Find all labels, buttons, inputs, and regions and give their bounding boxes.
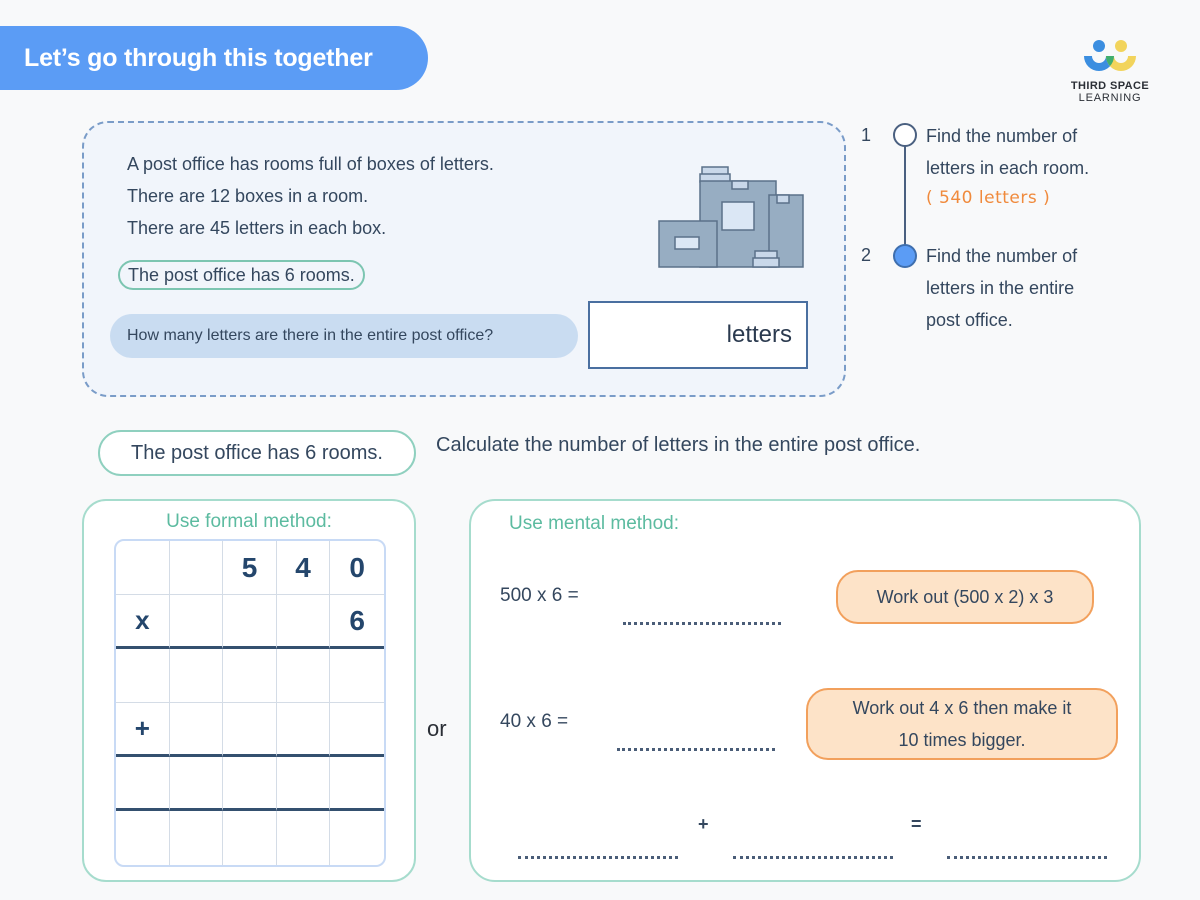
logo-text-line2: LEARNING xyxy=(1078,92,1142,104)
step-1-number: 1 xyxy=(861,125,872,145)
mental-method-card xyxy=(469,499,1141,882)
hint-40x6-line2: 10 times bigger. xyxy=(898,730,1026,750)
step-2-circle-icon xyxy=(893,244,917,268)
answer-unit-label: letters xyxy=(726,321,792,348)
grid-cell[interactable] xyxy=(223,757,277,811)
rooms-reminder-text: The post office has 6 rooms. xyxy=(131,441,383,464)
question-text: How many letters are there in the entire post office? xyxy=(127,327,494,344)
multiply-sign-cell: x xyxy=(116,595,170,649)
formal-method-card xyxy=(82,499,416,882)
grid-cell[interactable] xyxy=(223,595,277,649)
hint-40x6-line1: Work out 4 x 6 then make it xyxy=(852,698,1072,718)
step-1-answer-note: ( 540 letters ) xyxy=(926,188,1051,208)
grid-cell[interactable] xyxy=(170,703,224,757)
grid-cell[interactable] xyxy=(330,649,384,703)
hint-40x6 xyxy=(806,688,1118,760)
word-problem-card xyxy=(82,121,846,397)
sum-blank-1[interactable] xyxy=(518,856,678,859)
step-1-text-line2: letters in each room. xyxy=(926,158,1090,178)
grid-cell[interactable] xyxy=(116,649,170,703)
problem-line-3: There are 45 letters in each box. xyxy=(127,218,387,238)
answer-blank-500x6[interactable] xyxy=(623,622,781,625)
grid-cell[interactable] xyxy=(277,703,331,757)
grid-cell[interactable] xyxy=(330,811,384,865)
grid-cell[interactable] xyxy=(223,703,277,757)
rooms-reminder-pill xyxy=(98,430,416,476)
grid-cell[interactable] xyxy=(170,541,224,595)
grid-cell[interactable] xyxy=(170,595,224,649)
mental-method-title: Use mental method: xyxy=(509,513,680,534)
problem-line-1: A post office has rooms full of boxes of letters. xyxy=(127,154,494,174)
hint-500x6 xyxy=(836,570,1094,624)
hint-500x6-text: Work out (500 x 2) x 3 xyxy=(876,587,1054,607)
lesson-title: Let’s go through this together xyxy=(24,43,373,72)
grid-cell[interactable] xyxy=(223,649,277,703)
grid-cell[interactable] xyxy=(277,811,331,865)
grid-cell[interactable] xyxy=(330,703,384,757)
plus-sign-cell: + xyxy=(116,703,170,757)
step-connector xyxy=(904,146,906,246)
grid-cell[interactable] xyxy=(116,541,170,595)
step-1-circle-icon xyxy=(893,123,917,147)
logo-people-icon xyxy=(1080,38,1140,76)
equation-500x6: 500 x 6 = xyxy=(500,585,579,606)
answer-blank-40x6[interactable] xyxy=(617,748,775,751)
rooms-highlight: The post office has 6 rooms. xyxy=(118,260,365,290)
grid-cell[interactable]: 0 xyxy=(330,541,384,595)
or-separator: or xyxy=(427,716,447,741)
equals-sign: = xyxy=(911,814,922,834)
step-2-number: 2 xyxy=(861,245,872,265)
grid-cell[interactable] xyxy=(170,811,224,865)
grid-cell[interactable] xyxy=(223,811,277,865)
boxes-illustration-icon xyxy=(657,165,807,269)
solution-steps xyxy=(858,120,1158,350)
third-space-learning-logo xyxy=(1062,38,1158,104)
grid-cell[interactable] xyxy=(170,757,224,811)
grid-cell[interactable] xyxy=(116,757,170,811)
step-2-text-line2: letters in the entire xyxy=(926,278,1075,298)
grid-cell[interactable] xyxy=(277,595,331,649)
step-1-text-line1: Find the number of xyxy=(926,126,1078,146)
sum-blank-2[interactable] xyxy=(733,856,893,859)
lesson-title-banner xyxy=(0,26,428,90)
grid-cell[interactable]: 6 xyxy=(330,595,384,649)
task-instruction: Calculate the number of letters in the entire post office. xyxy=(436,434,921,456)
grid-cell[interactable] xyxy=(277,757,331,811)
grid-cell[interactable]: 5 xyxy=(223,541,277,595)
sum-total-blank[interactable] xyxy=(947,856,1107,859)
equation-40x6: 40 x 6 = xyxy=(500,711,569,732)
problem-line-2: There are 12 boxes in a room. xyxy=(127,186,369,206)
grid-cell[interactable] xyxy=(330,757,384,811)
grid-cell[interactable] xyxy=(116,811,170,865)
answer-input[interactable] xyxy=(588,301,808,369)
column-multiplication-grid xyxy=(114,539,386,867)
logo-text-line1: THIRD SPACE xyxy=(1070,80,1150,92)
plus-sign: + xyxy=(698,814,709,834)
step-2-text-line3: post office. xyxy=(926,310,1013,330)
grid-cell[interactable]: 4 xyxy=(277,541,331,595)
question-prompt xyxy=(110,314,578,358)
step-2-text-line1: Find the number of xyxy=(926,246,1078,266)
grid-cell[interactable] xyxy=(277,649,331,703)
grid-cell[interactable] xyxy=(170,649,224,703)
formal-method-title: Use formal method: xyxy=(166,511,332,532)
